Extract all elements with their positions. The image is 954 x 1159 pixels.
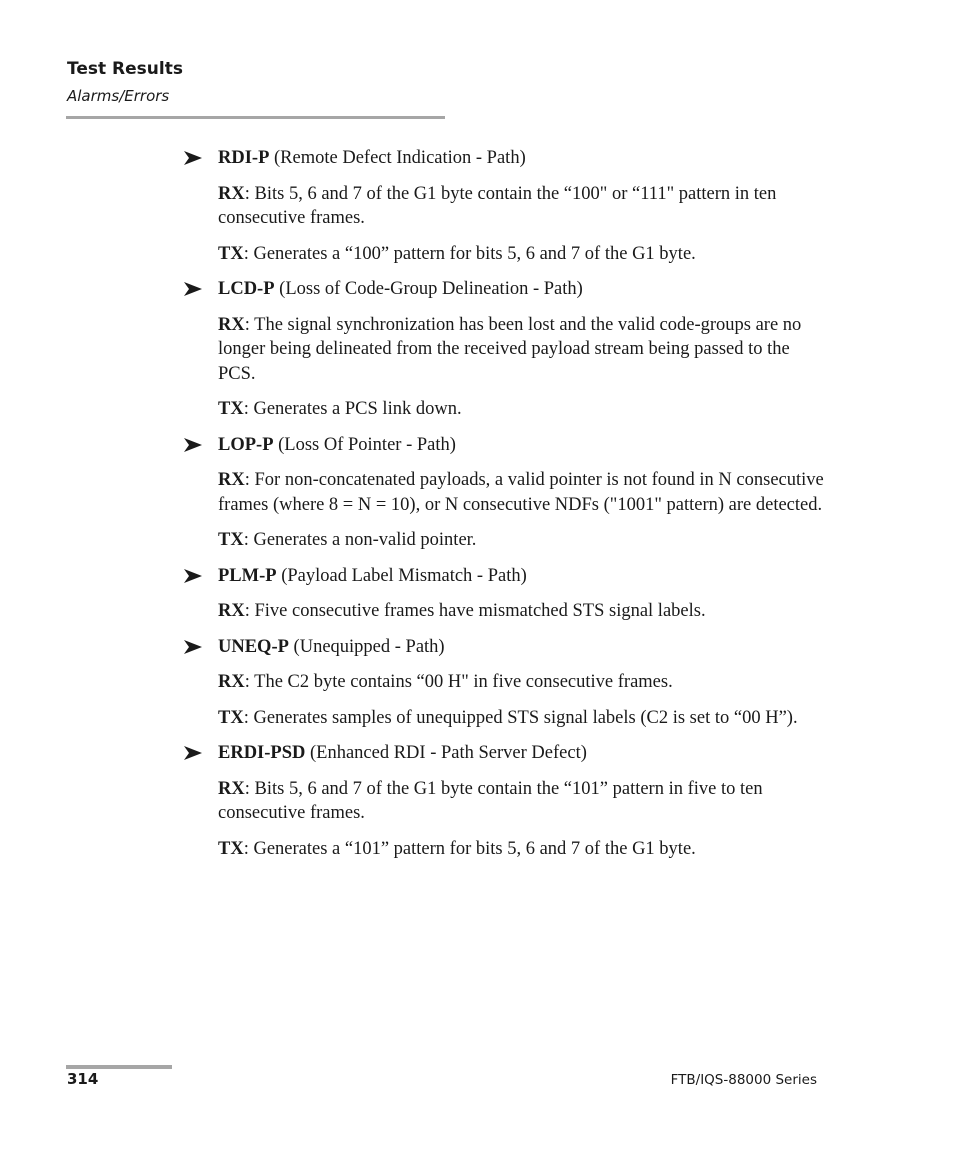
para-label: RX: [218, 470, 245, 490]
product-series: FTB/IQS-88000 Series: [670, 1072, 817, 1088]
item-heading: [180, 741, 825, 766]
para-label: TX: [218, 399, 244, 419]
item-term: LCD-P: [218, 279, 275, 299]
item-description: (Loss Of Pointer - Path): [273, 434, 456, 455]
rx-paragraph: [180, 599, 825, 624]
item-heading: [180, 146, 825, 171]
para-text: : Five consecutive frames have mismatched STS signal labels.: [244, 601, 706, 621]
rx-paragraph: [180, 313, 825, 387]
tx-paragraph: [180, 242, 825, 267]
list-item: [180, 433, 825, 553]
header-divider: [66, 116, 445, 119]
page-header: [67, 58, 445, 106]
item-description: (Unequipped - Path): [288, 636, 445, 657]
para-label: TX: [218, 243, 244, 264]
item-term: LOP-P: [218, 434, 274, 455]
para-text: : Generates a non-valid pointer.: [243, 530, 477, 550]
item-heading: [180, 635, 825, 660]
list-item: [180, 741, 825, 861]
list-item: [180, 635, 825, 731]
section-title: Test Results: [67, 59, 183, 79]
para-text: : The C2 byte contains “00 H" in five consecutive frames.: [244, 672, 673, 692]
arrow-bullet-icon: [184, 281, 202, 297]
arrow-bullet-icon: [184, 437, 202, 453]
item-description: (Remote Defect Indication - Path): [269, 148, 526, 168]
item-term: PLM-P: [218, 565, 277, 586]
item-heading: [180, 564, 825, 589]
tx-paragraph: [180, 706, 825, 731]
para-label: RX: [218, 183, 245, 204]
rx-paragraph: [180, 182, 825, 231]
arrow-bullet-icon: [184, 639, 202, 655]
item-term: RDI-P: [218, 148, 270, 168]
tx-paragraph: [180, 397, 825, 422]
item-description: (Payload Label Mismatch - Path): [276, 565, 527, 586]
section-subtitle: Alarms/Errors: [67, 87, 170, 105]
para-label: RX: [218, 601, 245, 621]
item-description: (Loss of Code-Group Delineation - Path): [274, 279, 583, 299]
item-heading: [180, 433, 825, 458]
item-heading: [180, 277, 825, 302]
arrow-bullet-icon: [184, 568, 202, 584]
page-number: 314: [67, 1070, 99, 1088]
list-item: [180, 277, 825, 422]
para-label: TX: [218, 530, 244, 550]
para-text: : Generates a PCS link down.: [243, 399, 462, 419]
para-text: : Bits 5, 6 and 7 of the G1 byte contain the “101” pattern in five to ten consecutive frames.: [218, 778, 763, 823]
para-label: TX: [218, 838, 244, 859]
item-description: (Enhanced RDI - Path Server Defect): [305, 743, 587, 763]
para-text: : Generates a “100” pattern for bits 5, 6 and 7 of the G1 byte.: [243, 243, 696, 264]
para-text: : Generates samples of unequipped STS signal labels (C2 is set to “00 H”).: [243, 707, 798, 728]
para-text: : For non-concatenated payloads, a valid pointer is not found in N consecutive frames (where 8 = N = 10), or N consecutive NDFs ("1001" pattern) are detected.: [218, 470, 824, 515]
tx-paragraph: [180, 837, 825, 862]
arrow-bullet-icon: [184, 150, 202, 166]
arrow-bullet-icon: [184, 745, 202, 761]
rx-paragraph: [180, 468, 825, 517]
list-item: [180, 564, 825, 624]
tx-paragraph: [180, 528, 825, 553]
alarm-list: [180, 146, 825, 872]
para-label: RX: [218, 672, 245, 692]
rx-paragraph: [180, 670, 825, 695]
item-term: ERDI-PSD: [218, 743, 306, 763]
list-item: [180, 146, 825, 266]
para-label: RX: [218, 778, 245, 799]
para-text: : Generates a “101” pattern for bits 5, 6 and 7 of the G1 byte.: [243, 838, 696, 859]
para-text: : The signal synchronization has been lost and the valid code-groups are no longer being delineated from the received payload stream being passed to the PCS.: [218, 314, 802, 384]
item-term: UNEQ-P: [218, 636, 289, 657]
para-label: RX: [218, 314, 245, 335]
para-label: TX: [218, 707, 244, 728]
rx-paragraph: [180, 777, 825, 826]
para-text: : Bits 5, 6 and 7 of the G1 byte contain the “100" or “111" pattern in ten consecutive frames.: [218, 183, 777, 228]
